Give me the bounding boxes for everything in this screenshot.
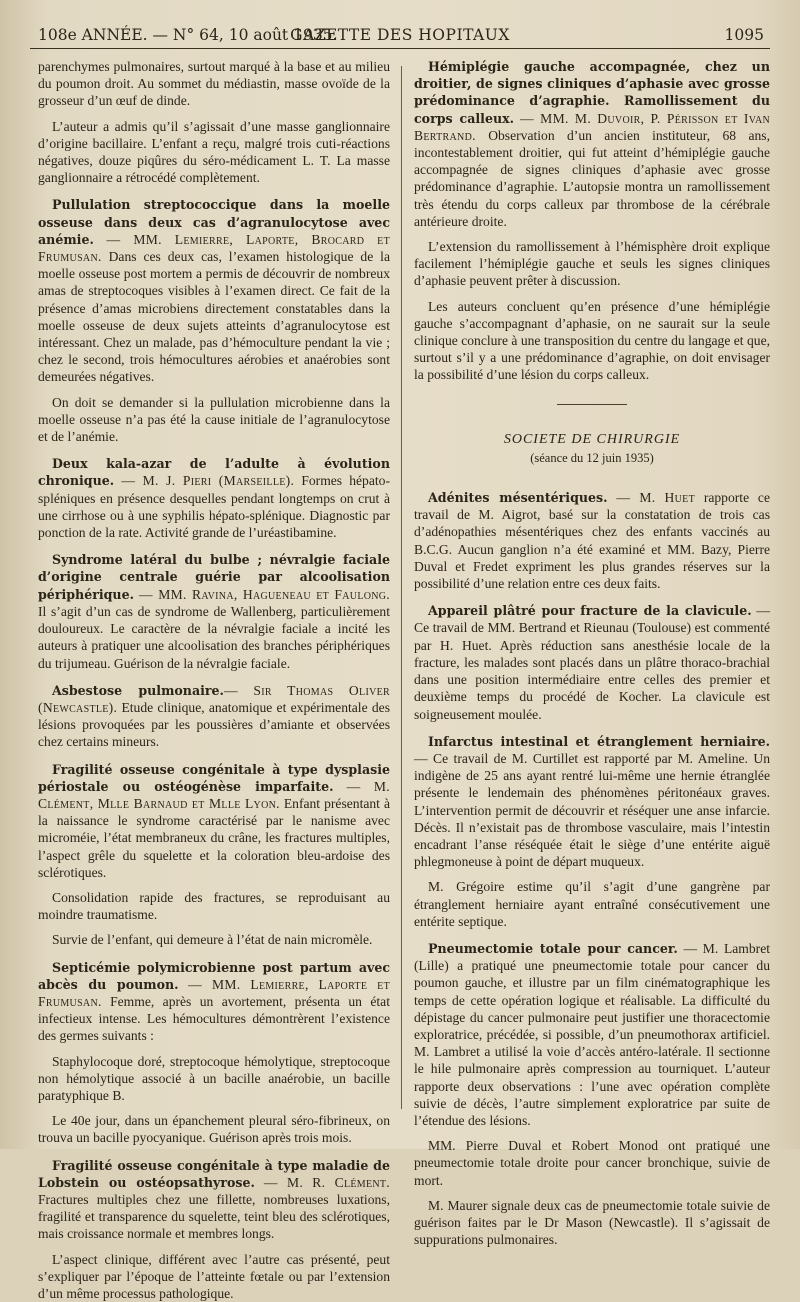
right-column: [414, 58, 771, 1248]
session-date: (séance du 12 juin 1935): [530, 450, 654, 465]
article-s4: [414, 940, 770, 1129]
article-authors: — MM. M. Duvoir, P. Périsson et Ivan Bertrand.: [414, 110, 770, 143]
article-text: Dans ces deux cas, l’examen histologique de la moelle osseuse post mortem a permis de découvrir de nombreux amas de streptocoques visibles à l’examen direct. Ce fait de la présence d’amas microbiens directement constatables dans la moelle osseuse de deux sujets atteints d’agranulocytose est intéressant. Chez un malade, pas d’hémoculture pendant la vie ; chez le second, trois hémocultures aérobies et anaérobies sont demeurées négatives.: [38, 249, 390, 385]
article-title: Fragilité osseuse congénitale à type dysplasie périostale ou ostéogénèse imparfaite.: [38, 761, 390, 794]
article-authors: — MM. Ravina, Hagueneau et Faulong.: [139, 586, 390, 602]
article-authors: — M. J. Pieri (Marseille).: [121, 473, 295, 489]
article-title: Asbestose pulmonaire.: [52, 682, 224, 698]
article-text: Il s’agit d’un cas de syndrome de Wallenberg, particulièrement douloureux. Le caractère de la névralgie faciale a incité les auteurs à pratiquer une alcoolisation des branches périphériques du trijumeau. Guérison de la névralgie faciale.: [38, 603, 390, 671]
left-column: [38, 58, 390, 1301]
article-text: Etude clinique, anatomique et expérimentale des lésions provoquées par les poussières d’amiante et observées chez certains mineurs.: [38, 699, 390, 750]
paragraph: L’auteur a admis qu’il s’agissait d’une masse ganglionnaire d’origine bacillaire. L’enfant a reçu, malgré trois cuti-réactions négatives, douze piqûres du séro-médicament L. T. La masse ganglionnaire a rétrocédé complètement.: [38, 118, 390, 186]
paragraph: Survie de l’enfant, qui demeure à l’état de nain micromèle.: [52, 932, 373, 948]
article-authors: — MM. Lemierre, Laporte et Frumusan.: [38, 976, 390, 1009]
article-a5: [38, 761, 390, 881]
article-s1: [414, 489, 770, 592]
article-a3: [38, 551, 390, 671]
paragraph: MM. Pierre Duval et Robert Monod ont pratiqué une pneumectomie totale droite pour cancer bronchique, suivie de mort.: [414, 1138, 770, 1188]
page-number: 1095: [724, 26, 764, 44]
article-a2: [38, 455, 390, 541]
article-authors: — M. R. Clément.: [263, 1174, 390, 1190]
journal-title: GAZETTE DES HOPITAUX: [290, 26, 510, 44]
article-authors: — M. Clément, Mlle Barnaud et Mlle Lyon.: [38, 778, 390, 811]
article-text: Femme, après un avortement, présenta un état infectieux intense. Les hémocultures démontrèrent l’existence des germes suivants :: [38, 993, 390, 1044]
paragraph: Consolidation rapide des fractures, se reproduisant au moindre traumatisme.: [38, 889, 390, 923]
article-title: Adénites mésentériques.: [428, 490, 608, 506]
paragraph: M. Grégoire estime qu’il s’agit d’une gangrène par étranglement herniaire ayant entraîné consécutivement une entérite septique.: [414, 879, 770, 929]
article-text: Observation d’un ancien instituteur, 68 ans, incontestablement droitier, qui fut atteint d’hémiplégie gauche accompagnée de signes cliniques d’aphasie avec grosse prédominance d’agraphie. L’autopsie montra un ramollissement très étendu du corps calleux par thrombose de la cérébrale antérieure droite.: [414, 127, 770, 229]
article-title: Pneumectomie totale pour cancer.: [428, 940, 678, 956]
column-divider: [401, 66, 402, 1109]
article-title: Pullulation streptococcique dans la moelle osseuse dans deux cas d’agranulocytose avec anémie.: [38, 197, 390, 247]
article-a7: [38, 1157, 390, 1243]
article-title: Infarctus intestinal et étranglement herniaire.: [428, 733, 770, 749]
paragraph: L’extension du ramollissement à l’hémisphère droit explique facilement l’hémiplégie gauche et seuls les signes cliniques d’aphasie peuvent prêter à discussion.: [414, 239, 770, 289]
article-s2: [414, 602, 770, 722]
paragraph: M. Maurer signale deux cas de pneumectomie totale suivie de guérison faites par le Dr Mason (Newcastle). Il s’agissait de suppurations pulmonaires.: [414, 1197, 770, 1248]
article-a4: [38, 682, 390, 751]
section-rule: [557, 404, 627, 405]
article-a6: [38, 959, 390, 1045]
article-text: — M. Lambret (Lille) a pratiqué une pneumectomie totale pour cancer du poumon gauche, et illustre par un film cinématographique les temps de cette opération logique et réalisable. La difficulté du dépistage du cancer pulmonaire peut justifier une thoracectomie exploratrice, précédée, si possible, d’un pneumothorax artificiel. M. Lambret a utilisé la voie d’accès antéro-latérale. Il sectionne le hile pulmonaire après compression au tourniquet. L’auteur rapporte deux observations : l’une avec opération complète suivie de décès, l’autre simplement exploratrice par suite de l’étendue des lésions.: [414, 940, 771, 1128]
paragraph: parenchymes pulmonaires, surtout marqué à la base et au milieu du poumon droit. Au sommet du médiastin, masse ovoïde de la grosseur d’un œuf de dinde.: [38, 59, 390, 109]
paragraph: Le 40e jour, dans un épanchement pleural séro-fibrineux, on trouva un bacille pyocyanique. Guérison après trois mois.: [38, 1113, 390, 1146]
article-text: Fractures multiples chez une fillette, nombreuses luxations, fragilité et transparence du squelette, teint bleu des sclérotiques, mais croissance normale et membres longs.: [38, 1191, 390, 1242]
article-text: — Ce travail de MM. Bertrand et Rieunau (Toulouse) est commenté par H. Huet. Après réduction sans anesthésie locale de la fracture, les malades sont placés dans un plâtre thoraco-brachial dans une position intermédiaire entre celles des premier et deuxième temps du procédé de Kocher. La clavicule est soigneusement moulée.: [414, 603, 770, 722]
article-text: Formes hépato-spléniques en présence desquelles pendant longtemps on crut à une cirrhose ou à une syphilis hépato-splénique. Diagnostic par ponction de la rate. Activité grande de l’uréastibamine.: [38, 473, 390, 541]
article-s3: [414, 733, 770, 871]
article-title: Fragilité osseuse congénitale à type maladie de Lobstein ou ostéopsathyrose.: [38, 1157, 390, 1190]
article-title: Hémiplégie gauche accompagnée, chez un droitier, de signes cliniques d’aphasie avec grosse prédominance d’agraphie. Ramollissement du corps calleux.: [414, 59, 770, 126]
article-title: Appareil plâtré pour fracture de la clavicule.: [428, 603, 752, 619]
page-header: [30, 22, 770, 49]
society-heading: SOCIETE DE CHIRURGIE: [503, 431, 681, 447]
article-authors: — M. Huet: [616, 490, 696, 506]
paragraph: L’aspect clinique, différent avec l’autre cas présenté, peut s’expliquer par l’époque de l’atteinte fœtale ou par l’extension d’un même processus pathologique.: [38, 1251, 390, 1301]
article-authors: — Sir Thomas Oliver (Newcastle).: [38, 682, 390, 715]
paragraph: On doit se demander si la pullulation microbienne dans la moelle osseuse n’a pas été la cause initiale de l’agranulocytose et de l’anémie.: [38, 394, 390, 445]
article-title: Deux kala-azar de l’adulte à évolution chronique.: [38, 456, 390, 489]
article-authors: — MM. Lemierre, Laporte, Brocard et Frumusan.: [38, 231, 390, 265]
issue-line: 108e ANNÉE. — N° 64, 10 août 1935.: [38, 26, 338, 44]
article-a1: [38, 196, 390, 385]
columns: [30, 58, 771, 1301]
article-title: Syndrome latéral du bulbe ; névralgie faciale d’origine centrale guérie par alcoolisation périphérique.: [38, 552, 390, 602]
paragraph: Les auteurs concluent qu’en présence d’une hémiplégie gauche s’accompagnant d’aphasie, on ne saurait sur la seule clinique conclure à une transposition du centre du langage et que, surtout s’il y a une prédominance d’agraphie, on doit envisager la possibilité d’une lésion du corps calleux.: [414, 298, 770, 383]
article-text: — Ce travail de M. Curtillet est rapporté par M. Ameline. Un indigène de 25 ans ayant rentré lui-même une hernie étranglée présente le lendemain des phénomènes péritonéaux graves. L’intervention permit de découvrir et réséquer une anse infarcie. Décès. Il n’existait pas de thrombose vasculaire, mais l’intestin encadrant l’anse réséquée était le siège d’une entérite aiguë phlegmoneuse à point de départ muqueux.: [414, 750, 770, 870]
article-text: rapporte ce travail de M. Aigrot, basé sur la constatation de trois cas d’adénopathies mésentériques chez des enfants vaccinés au B.C.G. Aucun ganglion n’a été examiné et MM. Bazy, Pierre Duval et Fredet expriment les plus grandes réserves sur la possibilité d’une relation entre ces deux faits.: [414, 490, 770, 592]
article-text: Enfant présentant à la naissance le syndrome caractérisé par le nanisme avec microméie, l’état membraneux du crâne, les fractures multiples, l’aspect grêle du squelette et la coloration bleu-ardoise des sclérotiques.: [38, 795, 390, 880]
article-r1: [414, 58, 770, 230]
article-title: Septicémie polymicrobienne post partum avec abcès du poumon.: [38, 959, 390, 992]
paragraph: Staphylocoque doré, streptocoque hémolytique, streptocoque non hémolytique associé à un bacille anaérobie, un bacille paratyphique B.: [38, 1053, 390, 1103]
